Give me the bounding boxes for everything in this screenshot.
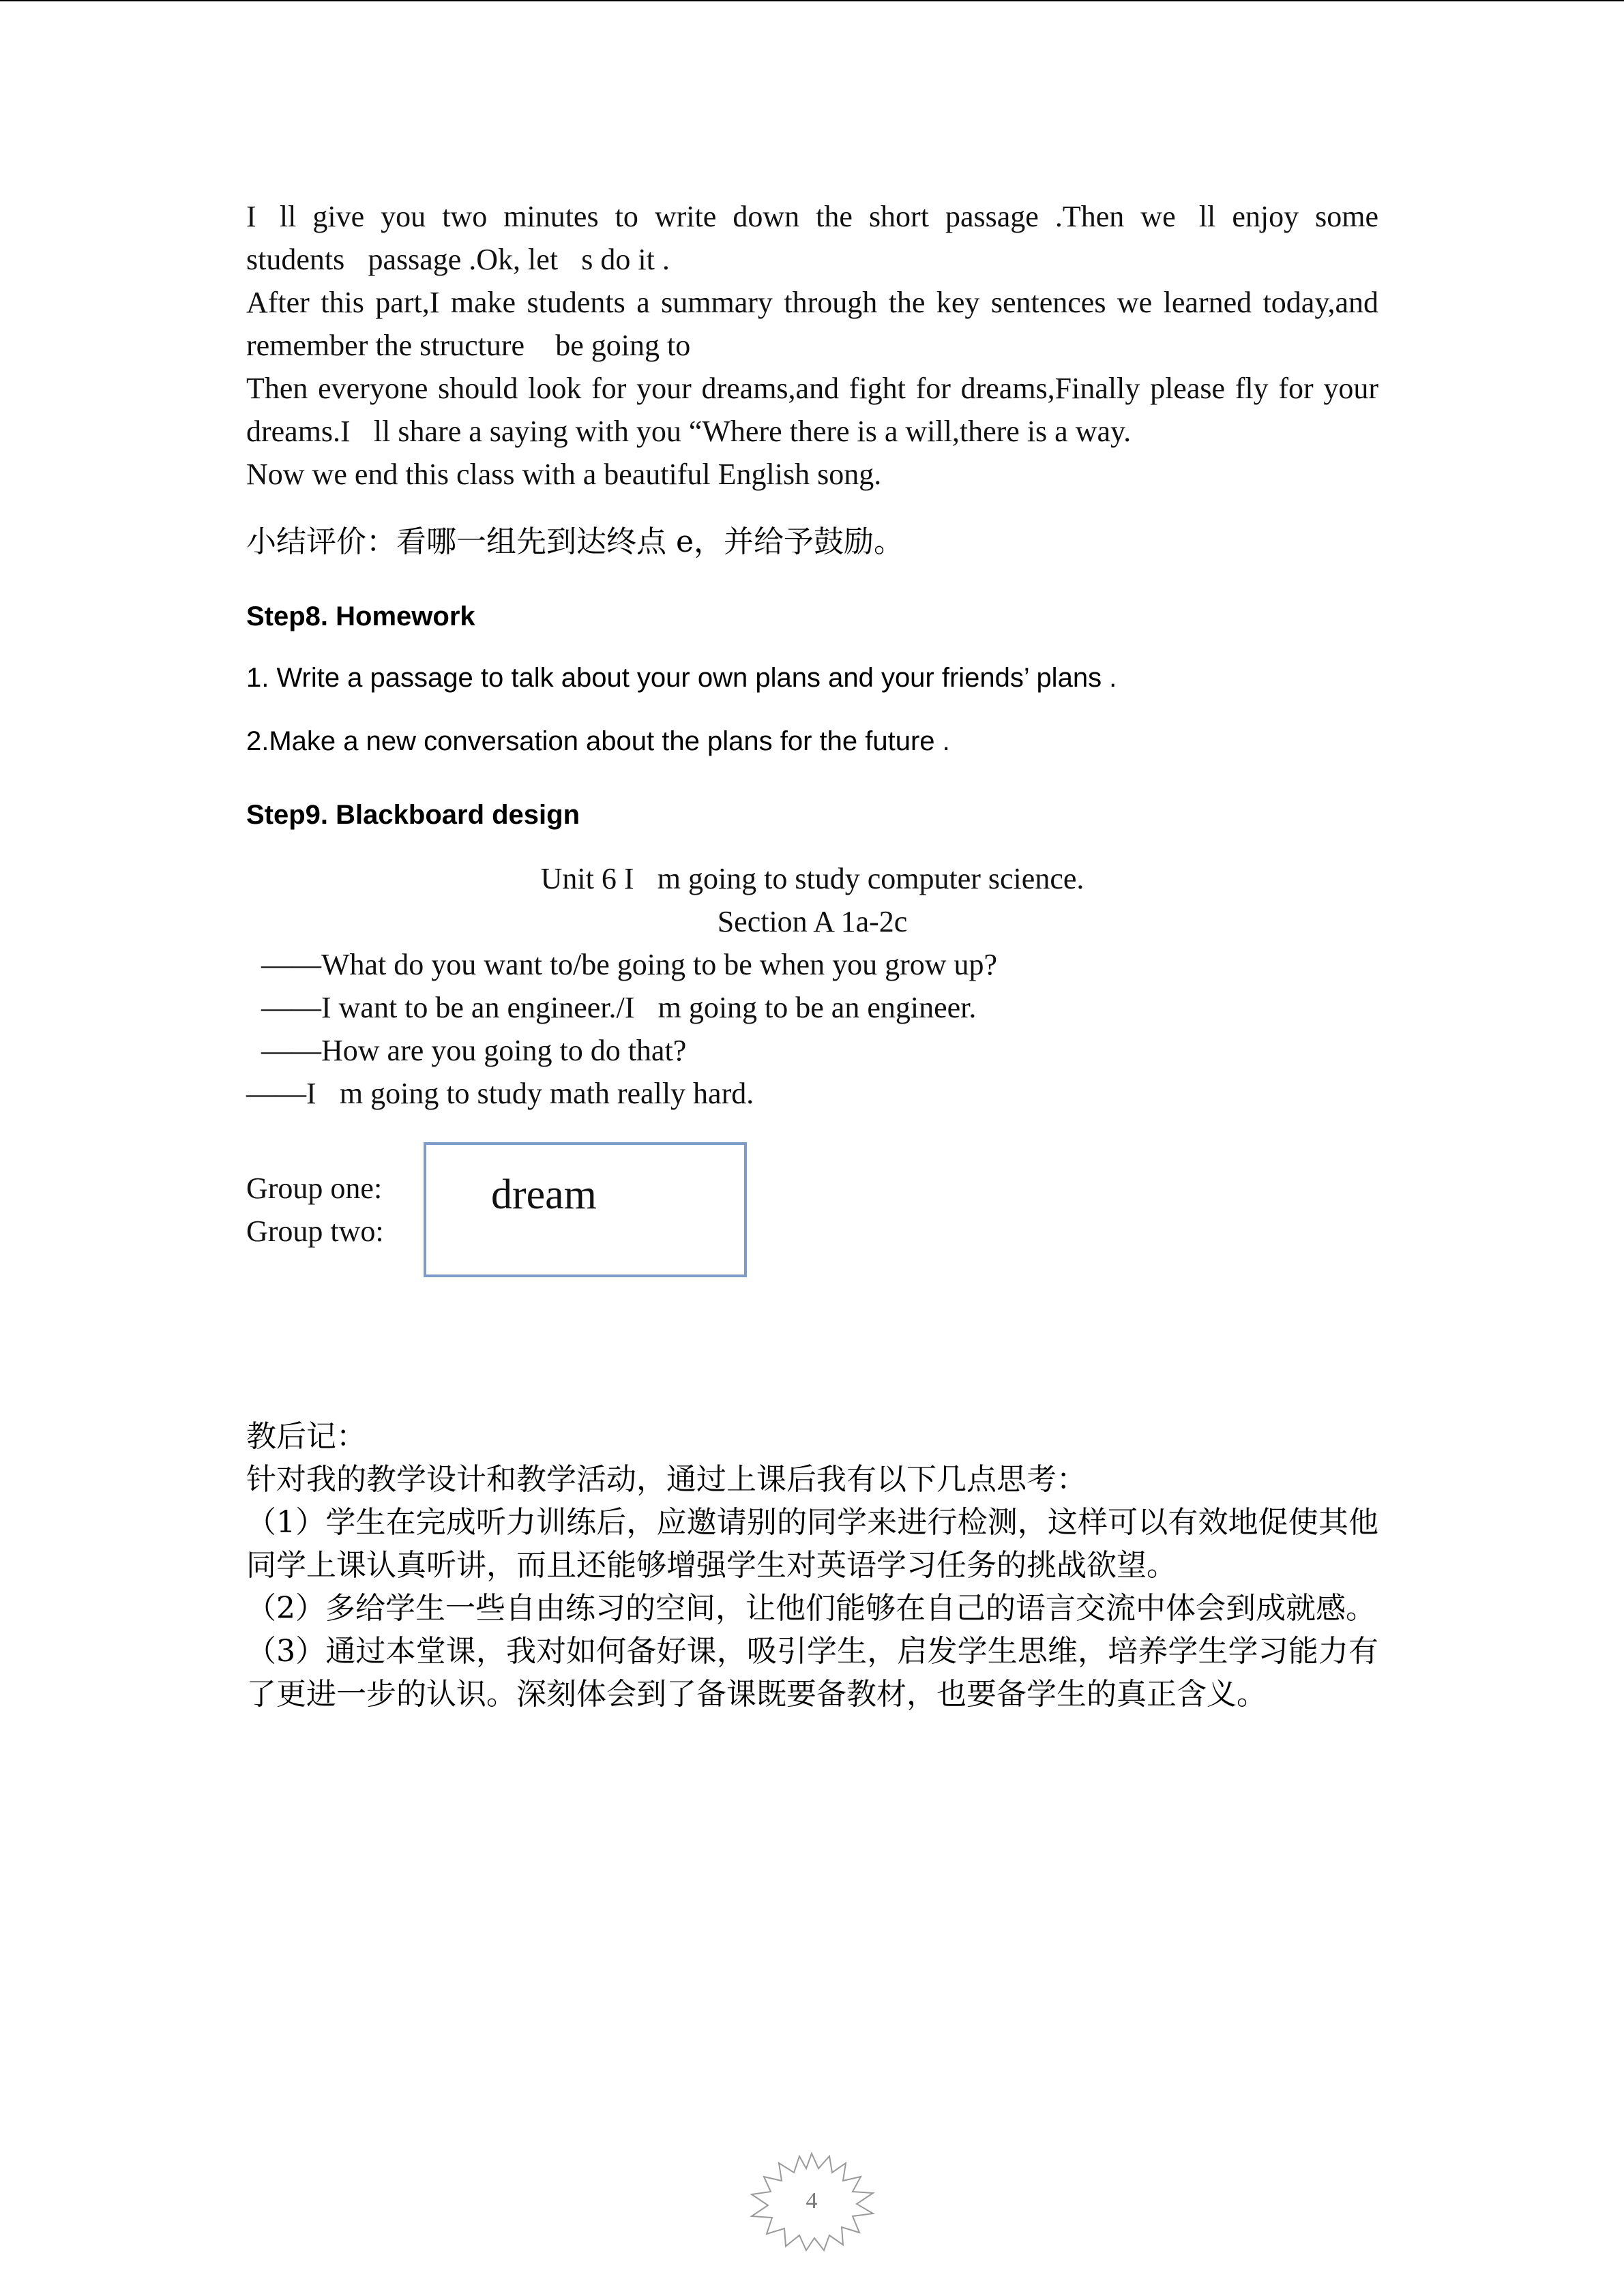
step8-heading: Step8. Homework [246, 601, 475, 631]
blackboard-dialog-line-2: ——I want to be an engineer./I m going to be an engineer. [261, 991, 977, 1024]
reflection-point-2: （2）多给学生一些自由练习的空间，让他们能够在自己的语言交流中体会到成就感。 [246, 1591, 1376, 1626]
intro-paragraph-1: I ll give you two minutes to write down the short passage .Then we ll enjoy some students passage .Ok, let s do it . [246, 200, 1378, 276]
blackboard-section: Section A 1a-2c [717, 905, 908, 938]
dream-box [424, 1142, 747, 1277]
page-number: 4 [806, 2188, 818, 2213]
dream-word: dream [491, 1172, 597, 1218]
group-two-label: Group two: [246, 1214, 384, 1248]
blackboard-groups [246, 1142, 1378, 1299]
blackboard-dialog-line-1: ——What do you want to/be going to be when you grow up? [261, 948, 998, 981]
blackboard-dialog-line-4: ——I m going to study math really hard. [246, 1077, 754, 1110]
summary-evaluation: 小结评价：看哪一组先到达终点 e，并给予鼓励。 [246, 524, 904, 559]
reflection-heading: 教后记： [246, 1419, 366, 1454]
blackboard-dialog-line-3: ——How are you going to do that? [261, 1034, 687, 1067]
page-number-badge [743, 2151, 880, 2252]
reflection-point-1: （1）学生在完成听力训练后，应邀请别的同学来进行检测，这样可以有效地促使其他同学上课认真听讲，而且还能够增强学生对英语学习任务的挑战欲望。 [246, 1505, 1378, 1583]
reflection-point-3: （3）通过本堂课，我对如何备好课，吸引学生，启发学生思维，培养学生学习能力有了更进一步的认识。深刻体会到了备课既要备教材，也要备学生的真正含义。 [246, 1634, 1378, 1712]
blackboard-unit-title: Unit 6 I m going to study computer science. [540, 862, 1084, 895]
intro-paragraph-3: Then everyone should look for your dreams,and fight for dreams,Finally please fly for your dreams.I ll share a saying with you “Where there is a will,there is a way.  [246, 372, 1378, 448]
page-content [246, 195, 1378, 1716]
step9-heading: Step9. Blackboard design [246, 800, 580, 830]
homework-item-1: 1. Write a passage to talk about your own plans and your friends’ plans . [246, 663, 1117, 693]
reflection-intro: 针对我的教学设计和教学活动，通过上课后我有以下几点思考： [246, 1462, 1087, 1497]
group-one-label: Group one: [246, 1172, 383, 1205]
intro-paragraph-2: After this part,I make students a summary through the key sentences we learned today,and remember the structure  be going to  [246, 286, 1378, 362]
homework-item-2: 2.Make a new conversation about the plans for the future . [246, 726, 950, 756]
intro-paragraph-4: Now we end this class with a beautiful English song. [246, 458, 882, 491]
